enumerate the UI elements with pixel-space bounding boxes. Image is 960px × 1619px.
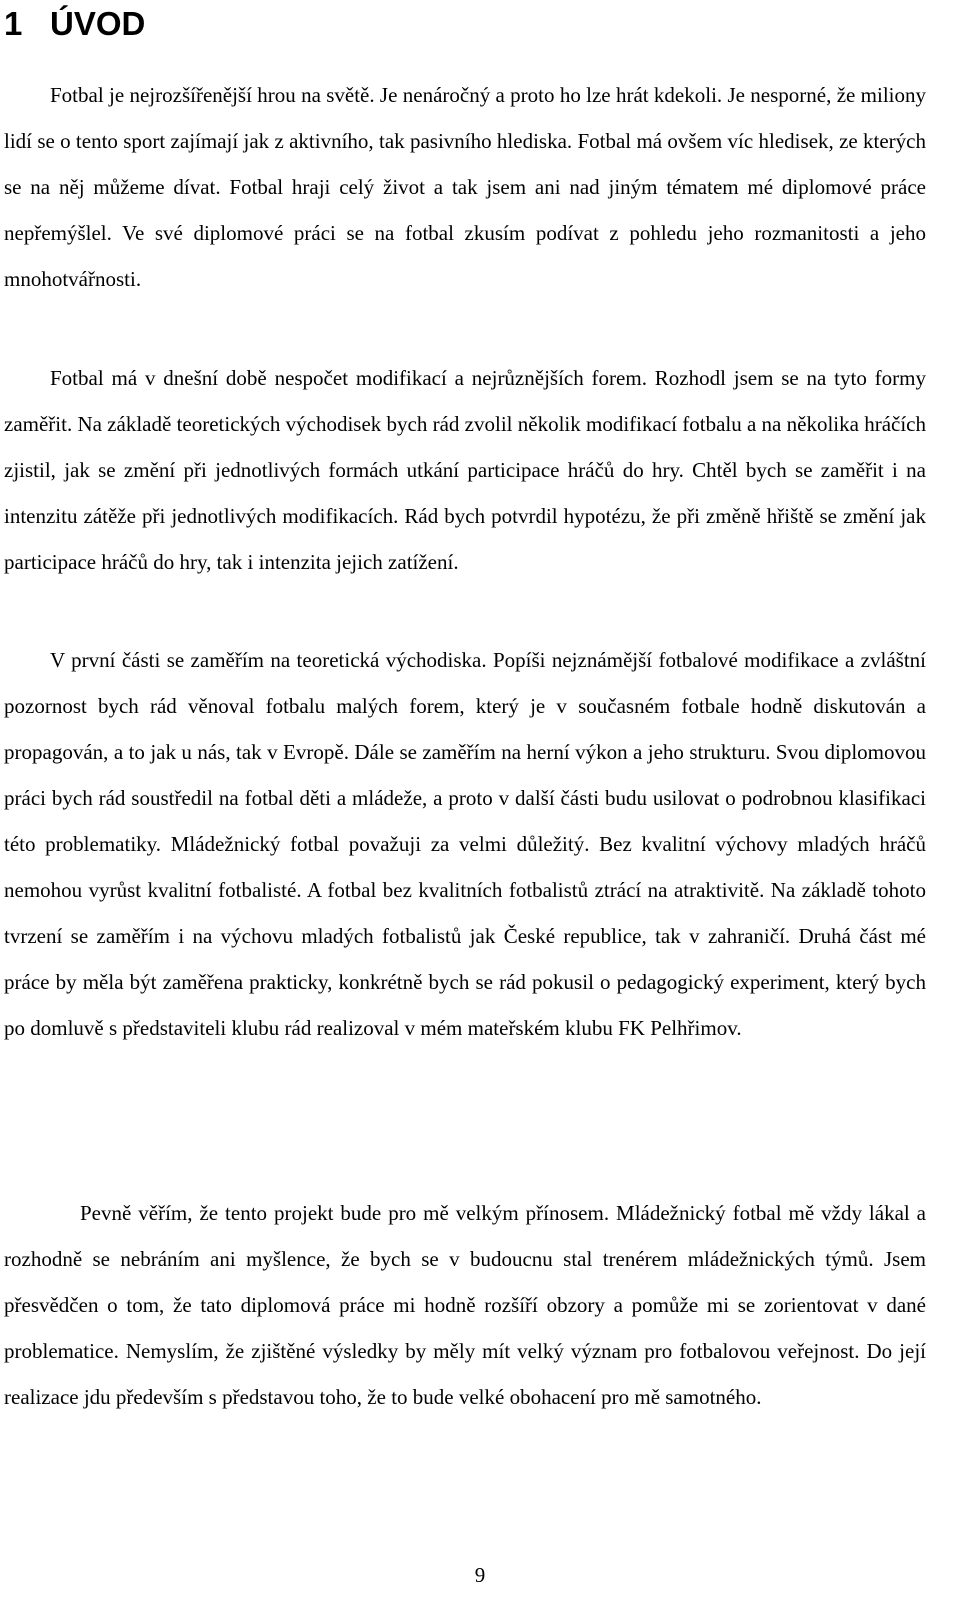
paragraph: Fotbal má v dnešní době nespočet modifikací a nejrůznějších forem. Rozhodl jsem se na tyto formy zaměřit. Na základě teoretických východisek bych rád zvolil několik modifikací fotbalu a na několika hráčích zjistil, jak se změní při jednotlivých formách utkání participace hráčů do hry. Chtěl bych se zaměřit i na intenzitu zátěže při jednotlivých modifikacích. Rád bych potvrdil hypotézu, že při změně hřiště se změní jak participace hráčů do hry, tak i intenzita jejich zatížení. bbox=[4, 366, 926, 574]
paragraph: Pevně věřím, že tento projekt bude pro mě velkým přínosem. Mládežnický fotbal mě vždy lákal a rozhodně se nebráním ani myšlence, že bych se v budoucnu stal trenérem mládežnických týmů. Jsem přesvědčen o tom, že tato diplomová práce mi hodně rozšíří obzory a pomůže mi se zorientovat v dané problematice. Nemyslím, že zjištěné výsledky by měly mít velký význam pro fotbalovou veřejnost. Do její realizace jdu především s představou toho, že to bude velké obohacení pro mě samotného. bbox=[4, 1201, 926, 1409]
paragraph: V první části se zaměřím na teoretická východiska. Popíši nejznámější fotbalové modifikace a zvláštní pozornost bych rád věnoval fotbalu malých forem, který je v současném fotbale hodně diskutován a propagován, a to jak u nás, tak v Evropě. Dále se zaměřím na herní výkon a jeho strukturu. Svou diplomovou práci bych rád soustředil na fotbal děti a mládeže, a proto v další části budu usilovat o podrobnou klasifikaci této problematiky. Mládežnický fotbal považuji za velmi důležitý. Bez kvalitní výchovy mladých hráčů nemohou vyrůst kvalitní fotbalisté. A fotbal bez kvalitních fotbalistů ztrácí na atraktivitě. Na základě tohoto tvrzení se zaměřím i na výchovu mladých fotbalistů jak České republice, tak v zahraničí. Druhá část mé práce by měla být zaměřena prakticky, konkrétně bych se rád pokusil o pedagogický experiment, který bych po domluvě s představiteli klubu rád realizoval v mém mateřském klubu FK Pelhřimov. bbox=[4, 648, 926, 1040]
paragraph: Fotbal je nejrozšířenější hrou na světě. Je nenáročný a proto ho lze hrát kdekoli. Je nesporné, že miliony lidí se o tento sport zajímají jak z aktivního, tak pasivního hlediska. Fotbal má ovšem víc hledisek, ze kterých se na něj můžeme dívat. Fotbal hraji celý život a tak jsem ani nad jiným tématem mé diplomové práce nepřemýšlel. Ve své diplomové práci se na fotbal zkusím podívat z pohledu jeho rozmanitosti a jeho mnohotvářnosti. bbox=[4, 83, 926, 291]
chapter-number: 1 bbox=[4, 5, 23, 42]
chapter-heading bbox=[4, 2, 145, 46]
page-number: 9 bbox=[474, 1563, 486, 1587]
chapter-title: ÚVOD bbox=[50, 5, 146, 42]
